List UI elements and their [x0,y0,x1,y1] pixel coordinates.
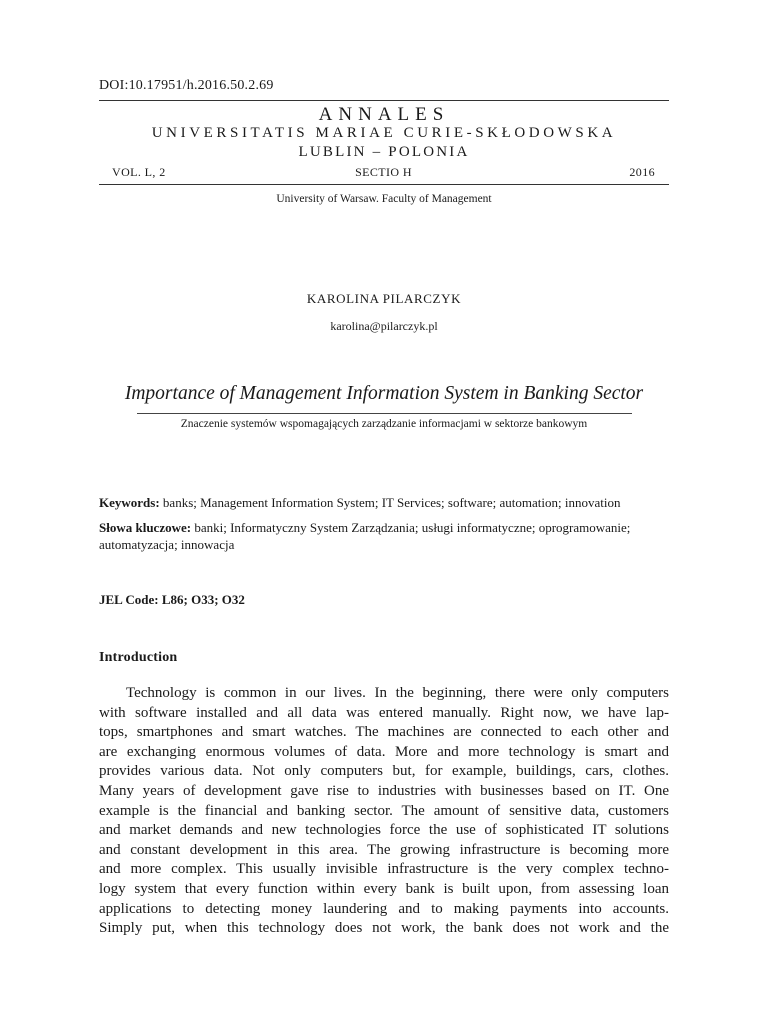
journal-year: 2016 [629,165,655,179]
affiliation: University of Warsaw. Faculty of Management [276,193,492,205]
header-bottom-rule [99,184,669,185]
body-line: example is the financial and banking sector. The amount of sensitive data, customers [99,802,669,819]
doi: DOI:10.17951/h.2016.50.2.69 [99,78,274,93]
keywords-text: banks; Management Information System; IT Services; software; automation; innovation [162,495,621,510]
journal-location: LUBLIN – POLONIA [298,144,470,160]
body-line: Simply put, when this technology does not work, the bank does not work and the [99,920,669,937]
journal-volume: VOL. L, 2 [112,165,166,179]
paper-subtitle: Znaczenie systemów wspomagających zarządzanie informacjami w sektorze bankowym [180,418,588,430]
paper-title: Importance of Management Information System in Banking Sector [124,383,644,404]
body-line: Technology is common in our lives. In the beginning, there were only computers [126,685,669,701]
body-line: applications to detecting money laundering and to making payments into accounts. [99,900,669,917]
author-email: karolina@pilarczyk.pl [330,319,438,333]
keywords-polish-text: banki; Informatyczny System Zarządzania; usługi informatyczne; oprogramowanie; automatyzacja; innowacja [99,520,631,552]
author-name: KAROLINA PILARCZYK [306,291,462,306]
introduction-body [99,684,669,939]
title-rule [137,413,632,414]
body-line: are exchanging enormous volumes of data. More and more technology is smart and [99,743,669,760]
keywords [99,494,669,511]
body-line: and constant development in this area. The growing infrastructure is becoming more [99,841,669,858]
body-line: and market demands and new technologies force the use of sophisticated IT solutions [99,822,669,839]
body-line: with software installed and all data was entered manually. Right now, we have lap- [99,704,669,721]
body-line: logy system that every function within every bank is built upon, from assessing loan [99,880,669,897]
journal-section: SECTIO H [355,165,412,179]
body-line: and more complex. This usually invisible infrastructure is the very complex techno- [99,861,669,878]
jel-code: JEL Code: L86; O33; O32 [99,592,245,607]
journal-name: ANNALES [318,104,450,125]
section-heading-introduction: Introduction [99,650,178,665]
body-line: tops, smartphones and smart watches. The machines are connected to each other and [99,724,669,741]
body-line: Many years of development gave rise to industries with businesses based on IT. One [99,782,669,799]
keywords-polish [99,519,669,553]
keywords-label: Keywords: [99,495,160,510]
body-line: provides various data. Not only computers but, for example, buildings, cars, clothes. [99,763,669,780]
header-top-rule [99,100,669,101]
university-name: UNIVERSITATIS MARIAE CURIE-SKŁODOWSKA [151,125,617,141]
keywords-polish-label: Słowa kluczowe: [99,520,192,535]
